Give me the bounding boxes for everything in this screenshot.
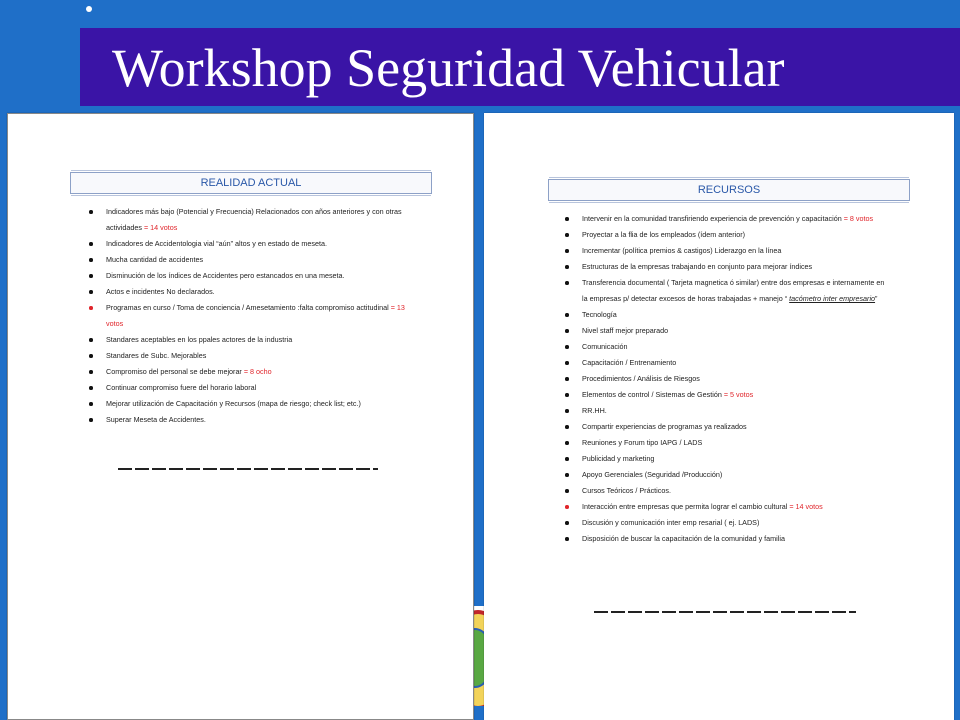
list-item <box>562 531 942 547</box>
list-item <box>86 284 446 300</box>
vote-count: = 8 votos <box>843 214 874 223</box>
list-item <box>86 348 446 364</box>
list-item <box>562 499 942 515</box>
list-item-text: Nivel staff mejor preparado <box>582 326 669 335</box>
list-item-text: Publicidad y marketing <box>582 454 655 463</box>
list-item <box>562 451 942 467</box>
list-item-text: Interacción entre empresas que permita lograr el cambio cultural <box>582 502 790 511</box>
list-item <box>562 339 942 355</box>
list-item <box>562 371 942 387</box>
list-item-text: Standares aceptables en los ppales actores de la industria <box>106 335 293 344</box>
document-page-realidad-actual <box>7 113 474 720</box>
list-item-text: Capacitación / Entrenamiento <box>582 358 677 367</box>
list-item-text: Superar Meseta de Accidentes. <box>106 415 206 424</box>
list-item-text: Procedimientos / Análisis de Riesgos <box>582 374 700 383</box>
section-heading-box <box>548 179 910 201</box>
list-item-text: Incrementar (política premios & castigos) Liderazgo en la línea <box>582 246 782 255</box>
slide-bullet-dot <box>86 6 92 12</box>
section-heading: RECURSOS <box>697 184 761 196</box>
slide-title: Workshop Seguridad Vehicular <box>112 38 785 98</box>
list-item-text: Compromiso del personal se debe mejorar <box>106 367 244 376</box>
list-item <box>562 419 942 435</box>
list-item-text: Tecnología <box>582 310 617 319</box>
list-item <box>86 332 446 348</box>
list-item <box>562 307 942 323</box>
vote-count: = 8 ocho <box>243 367 272 376</box>
list-item-text: Indicadores más bajo (Potencial y Frecuencia) Relacionados con años anteriores y con otras <box>106 207 402 216</box>
list-item-text: Cursos Teóricos / Prácticos. <box>582 486 671 495</box>
section-heading-box <box>70 172 432 194</box>
list-item <box>562 227 942 243</box>
vote-count: = 14 votos <box>143 223 178 232</box>
list-item <box>86 380 446 396</box>
list-item-text: RR.HH. <box>582 406 607 415</box>
list-item <box>562 355 942 371</box>
list-item-text: Transferencia documental ( Tarjeta magnetica ó similar) entre dos empresas e internamente en <box>582 278 885 287</box>
vote-count: = 13 <box>390 303 405 312</box>
list-item-text: Estructuras de la empresas trabajando en conjunto para mejorar índices <box>582 262 813 271</box>
list-item-text: Mucha cantidad de accidentes <box>106 255 204 264</box>
list-item <box>562 467 942 483</box>
list-item-text: Mejorar utilización de Capacitación y Recursos (mapa de riesgo; check list; etc.) <box>106 399 361 408</box>
vote-count: votos <box>106 319 124 328</box>
list-item-text: Disposición de buscar la capacitación de la comunidad y familia <box>582 534 785 543</box>
list-item-emphasis: tacómetro inter empresario <box>789 294 876 303</box>
list-item-text: Actos e incidentes No declarados. <box>106 287 215 296</box>
list-item-text: Reuniones y Forum tipo IAPG / LADS <box>582 438 703 447</box>
list-item-text: Proyectar a la flia de los empleados (ídem anterior) <box>582 230 745 239</box>
list-item <box>562 323 942 339</box>
list-item-text: Compartir experiencias de programas ya realizados <box>582 422 747 431</box>
list-item-text: actividades <box>106 223 144 232</box>
list-item <box>562 291 942 307</box>
list-item-text: Discusión y comunicación inter emp resarial ( ej. LADS) <box>582 518 760 527</box>
list-item <box>562 243 942 259</box>
document-page-recursos <box>484 113 954 720</box>
section-heading: REALIDAD ACTUAL <box>200 177 302 189</box>
title-bar <box>80 28 960 106</box>
list-item <box>562 211 942 227</box>
list-item <box>86 300 446 316</box>
list-item <box>86 316 446 332</box>
list-item <box>562 259 942 275</box>
list-item-tail: ” <box>875 294 878 303</box>
list-item-text: Elementos de control / Sistemas de Gestión <box>582 390 724 399</box>
vote-count: = 14 votos <box>789 502 823 511</box>
list-item <box>86 236 446 252</box>
list-item-text: Disminución de los índices de Accidentes pero estancados en una meseta. <box>106 271 345 280</box>
list-item <box>562 275 942 291</box>
list-item <box>86 268 446 284</box>
list-item-text: Apoyo Gerenciales (Seguridad /Producción) <box>582 470 723 479</box>
list-item-text: Standares de Subc. Mejorables <box>106 351 207 360</box>
list-item-text: la empresas p/ detectar excesos de horas trabajadas + manejo “ <box>582 294 790 303</box>
list-item <box>562 387 942 403</box>
bullet-list-realidad-actual <box>86 204 446 428</box>
list-item-text: Comunicación <box>582 342 628 351</box>
list-item <box>86 252 446 268</box>
list-item-text: Continuar compromiso fuere del horario laboral <box>106 383 257 392</box>
list-item-text: Intervenir en la comunidad transfiriendo experiencia de prevención y capacitación <box>582 214 844 223</box>
list-item <box>562 483 942 499</box>
vote-count: = 5 votos <box>723 390 754 399</box>
list-item <box>86 220 446 236</box>
signature-line <box>118 468 378 470</box>
list-item <box>562 435 942 451</box>
bullet-list-recursos <box>562 211 942 547</box>
signature-line <box>594 611 856 613</box>
list-item <box>86 396 446 412</box>
list-item <box>562 515 942 531</box>
list-item <box>86 364 446 380</box>
list-item-text: Indicadores de Accidentologia vial “aún” altos y en estado de meseta. <box>106 239 327 248</box>
list-item <box>562 403 942 419</box>
list-item <box>86 412 446 428</box>
list-item <box>86 204 446 220</box>
list-item-text: Programas en curso / Toma de conciencia / Amesetamiento :falta compromiso actitudinal <box>106 303 391 312</box>
